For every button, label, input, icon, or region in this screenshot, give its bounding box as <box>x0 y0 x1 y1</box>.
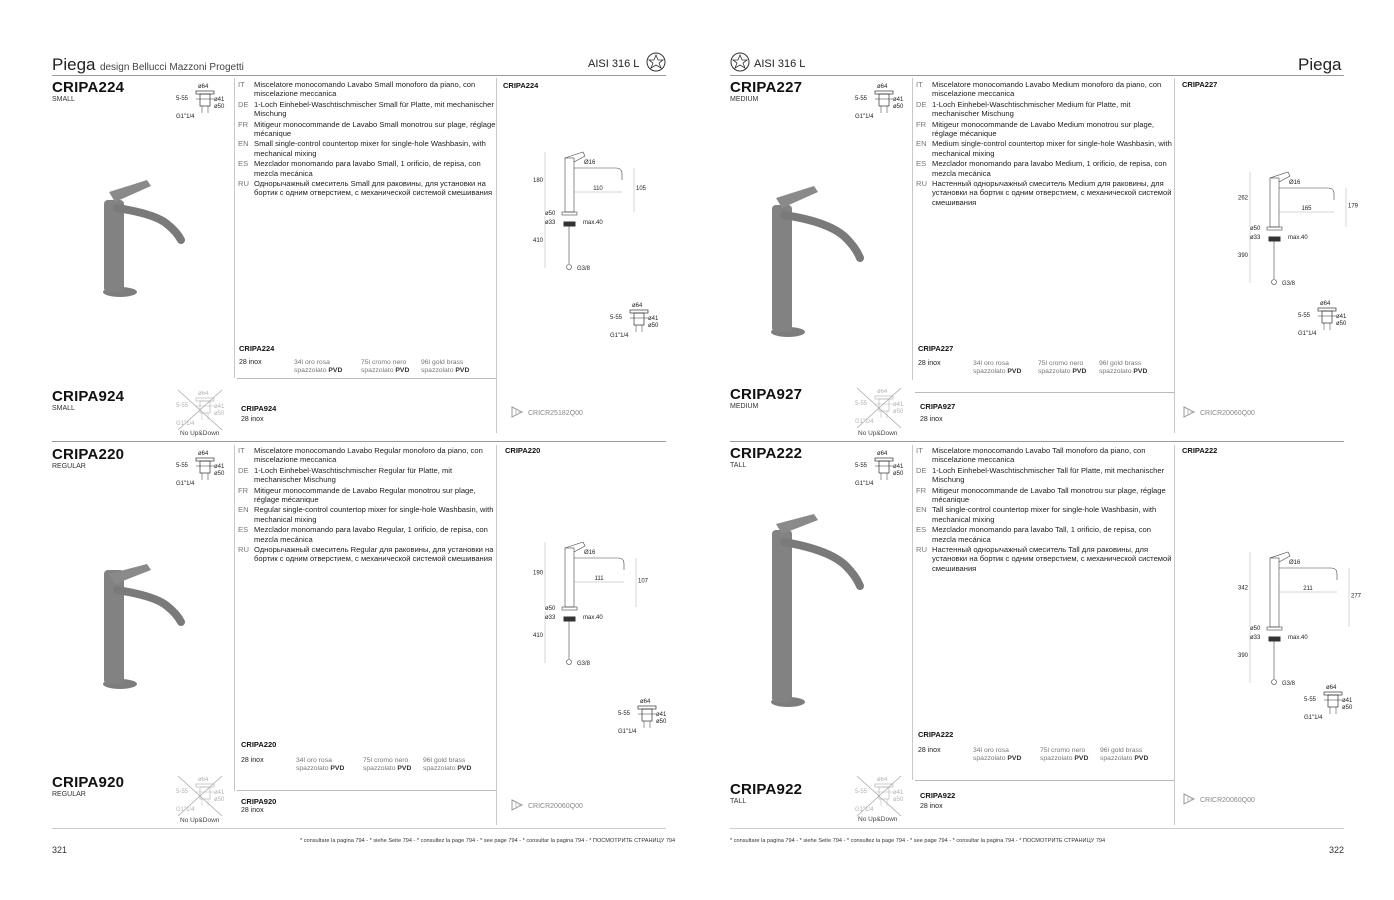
reference-code: CRICR20060Q00 <box>1200 797 1255 804</box>
product-block <box>52 446 124 470</box>
waste-top-dim: ø64 <box>198 391 209 397</box>
waste-range-dim: 5-55 <box>610 315 623 321</box>
description-list: IT Miscelatore monocomando Lavabo Medium monoforo da piano, con miscelazione meccanica DE 1-Loch Einhebel-Waschtischmischer Medium für Platte, mit mechanischer Mischung FR Mitigeur monocommande de Lavabo Medium monotrou sur plage, réglage mécanique EN Medium single-control countertop mixer for single-hole Washbasin, with mechanical mixing ES Mezclador monomando para lavabo Medium, 1 orificio, de repisa, con mezcla mecánica RU Настенный однорычажный смеситель Medium для раковины, для установки на бортик с одним отверстием, с механической системой смешивания <box>916 80 1172 207</box>
material-label-right: AISI 316 L <box>754 58 806 70</box>
waste-d1-dim: ø41 <box>1336 314 1347 320</box>
alt-product-block <box>730 781 802 805</box>
waste-range-dim: 5-55 <box>1304 697 1317 703</box>
finish-code: CRIPA924 <box>241 404 277 413</box>
waste-d2-dim: ø50 <box>893 797 904 803</box>
waste-range-dim: 5-55 <box>855 789 868 795</box>
product-code: CRIPA222 <box>730 445 803 462</box>
height-dim: 190 <box>532 570 543 577</box>
waste-d1-dim: ø41 <box>1342 698 1353 704</box>
thread-dim: G3/8 <box>577 266 591 272</box>
spray-icon <box>510 798 526 812</box>
waste-range-dim: 5-55 <box>855 401 868 407</box>
waste-range-dim: 5-55 <box>855 463 868 469</box>
drawing-code: CRIPA224 <box>503 81 539 90</box>
waste-top-dim: ø64 <box>1320 301 1331 307</box>
page-number: 322 <box>1329 845 1345 855</box>
base-diameter-dim: ø50 <box>545 211 556 217</box>
spout-height-dim: 179 <box>1348 203 1359 210</box>
description-list: IT Miscelatore monocomando Lavabo Tall monoforo da piano, con miscelazione meccanica DE 1-Loch Einhebel-Waschtischmischer Tall für Platte, mit mechanischer Mischung FR Mitigeur monocommande de Lavabo Tall monotrou sur plage, réglage mécanique EN Tall single-control countertop mixer for single-hole Washbasin, with mechanical mixing ES Mezclador monomando para lavabo Tall, 1 orificio, de repisa, con mezcla mecánica RU Настенный однорычажный смеситель Tall для раковины, для установки на бортик с одним отверстием, с механической системой смешивания <box>916 446 1172 573</box>
spray-icon <box>1182 405 1198 419</box>
waste-d1-dim: ø41 <box>656 712 667 718</box>
product-code: CRIPA922 <box>730 781 803 798</box>
waste-thread-dim: G1"1/4 <box>618 729 637 735</box>
brand-title-right: Piega <box>1298 55 1342 74</box>
waste-top-dim: ø64 <box>877 451 888 457</box>
material-label-left: AISI 316 L <box>588 58 640 70</box>
waste-d1-dim: ø41 <box>893 402 904 408</box>
faucet-photo <box>95 560 195 695</box>
no-updown-label: No Up&Down <box>180 430 220 437</box>
max-thickness-dim: max.40 <box>583 220 603 226</box>
waste-top-dim: ø64 <box>1326 685 1337 691</box>
waste-d1-dim: ø41 <box>893 464 904 470</box>
description-list: IT Miscelatore monocomando Lavabo Regular monoforo da piano, con miscelazione meccanica DE 1-Loch Einhebel-Waschtischmischer Regular für Platte, mit mechanischer Mischung FR Mitigeur monocommande de Lavabo Regular monotrou sur plage, réglage mécanique EN Regular single-control countertop mixer for single-hole Washbasin, with mechanical mixing ES Mezclador monomando para lavabo Regular, 1 orificio, de repisa, con mezcla mecánica RU Однорычажный смеситель Regular для раковины, для установки на бортик с одним отверстием, с механической системой смешивания <box>238 446 494 564</box>
star-logo-icon <box>730 52 750 72</box>
waste-d1-dim: ø41 <box>893 790 904 796</box>
reference-code: CRICR20060Q00 <box>1200 410 1255 417</box>
spout-diameter-dim: Ø16 <box>1289 560 1301 566</box>
finish-code: CRIPA927 <box>920 402 956 411</box>
pipe-length-dim: 410 <box>532 633 543 639</box>
product-block <box>52 79 124 103</box>
product-size: REGULAR <box>52 791 86 798</box>
waste-thread-dim: G1"1/4 <box>855 419 874 425</box>
height-dim: 342 <box>1237 585 1248 592</box>
alt-product-block <box>52 774 124 798</box>
product-block <box>730 445 802 469</box>
waste-thread-dim: G1"1/4 <box>855 481 874 487</box>
no-updown-label: No Up&Down <box>858 816 898 823</box>
waste-top-dim: ø64 <box>198 451 209 457</box>
product-size: SMALL <box>52 405 75 412</box>
waste-d2-dim: ø50 <box>648 323 659 329</box>
header-rule-left <box>52 75 666 76</box>
finish-code: CRIPA920 <box>241 797 277 806</box>
pipe-length-dim: 410 <box>532 238 543 244</box>
waste-d2-dim: ø50 <box>893 104 904 110</box>
hole-diameter-dim: ø33 <box>545 220 556 226</box>
finish-code: CRIPA922 <box>920 791 956 800</box>
page-number: 321 <box>52 845 68 855</box>
base-diameter-dim: ø50 <box>545 606 556 612</box>
waste-d1-dim: ø41 <box>648 316 659 322</box>
footer-note: * consultare la pagina 794 - * siehe Seite 794 - * consultez la page 794 - * see page 794 - * consultar la pagina 794 - * ПОСМОТРИТЕ СТРАНИЦУ 794 <box>730 838 1106 844</box>
finish-code: CRIPA227 <box>918 344 954 353</box>
reach-dim: 111 <box>594 576 604 582</box>
thread-dim: G3/8 <box>577 661 591 667</box>
waste-d1-dim: ø41 <box>214 464 225 470</box>
waste-top-dim: ø64 <box>877 777 888 783</box>
height-dim: 180 <box>532 178 543 184</box>
spout-diameter-dim: Ø16 <box>1289 180 1301 186</box>
waste-range-dim: 5-55 <box>176 789 189 795</box>
product-size: TALL <box>730 798 747 805</box>
product-block <box>730 79 802 103</box>
hole-diameter-dim: ø33 <box>545 615 556 621</box>
brand-title: Piega <box>52 55 96 74</box>
waste-d1-dim: ø41 <box>214 97 225 103</box>
waste-thread-dim: G1"1/4 <box>176 807 195 813</box>
drawing-code: CRIPA222 <box>1182 446 1218 455</box>
waste-d1-dim: ø41 <box>893 97 904 103</box>
waste-top-dim: ø64 <box>877 389 888 395</box>
waste-top-dim: ø64 <box>198 84 209 90</box>
pipe-length-dim: 390 <box>1237 653 1248 659</box>
reference-code: CRICR25182Q00 <box>528 410 583 417</box>
product-size: MEDIUM <box>730 403 759 410</box>
spout-diameter-dim: Ø16 <box>584 160 596 166</box>
spout-height-dim: 277 <box>1351 593 1362 600</box>
alt-product-block <box>730 386 802 410</box>
waste-top-dim: ø64 <box>877 84 888 90</box>
spout-height-dim: 107 <box>638 578 649 585</box>
base-diameter-dim: ø50 <box>1250 626 1261 632</box>
waste-thread-dim: G1"1/4 <box>176 114 195 120</box>
waste-thread-dim: G1"1/4 <box>176 481 195 487</box>
alt-product-block <box>52 388 124 412</box>
thread-dim: G3/8 <box>1282 281 1296 287</box>
waste-thread-dim: G1"1/4 <box>855 807 874 813</box>
drawing-code: CRIPA220 <box>505 446 541 455</box>
product-size: MEDIUM <box>730 96 759 103</box>
product-size: SMALL <box>52 96 75 103</box>
waste-range-dim: 5-55 <box>176 463 189 469</box>
footer-note: * consultare la pagina 794 - * siehe Seite 794 - * consultez la page 794 - * see page 794 - * consultar la pagina 794 - * ПОСМОТРИТЕ СТРАНИЦУ 794 <box>300 838 676 844</box>
faucet-photo <box>760 160 870 340</box>
product-code: CRIPA220 <box>52 446 125 463</box>
reach-dim: 110 <box>593 186 603 192</box>
hole-diameter-dim: ø33 <box>1250 635 1261 641</box>
waste-top-dim: ø64 <box>632 303 643 309</box>
finish-code: CRIPA224 <box>239 344 275 353</box>
waste-thread-dim: G1"1/4 <box>1298 331 1317 337</box>
height-dim: 262 <box>1237 195 1248 202</box>
star-logo-icon <box>646 52 666 72</box>
waste-d2-dim: ø50 <box>214 471 225 477</box>
waste-d2-dim: ø50 <box>893 409 904 415</box>
max-thickness-dim: max.40 <box>1288 235 1308 241</box>
header-rule-right <box>730 75 1344 76</box>
product-code: CRIPA227 <box>730 79 803 96</box>
waste-range-dim: 5-55 <box>1298 313 1311 319</box>
spray-icon <box>1182 792 1198 806</box>
waste-thread-dim: G1"1/4 <box>855 114 874 120</box>
product-size: REGULAR <box>52 463 86 470</box>
waste-d1-dim: ø41 <box>214 404 225 410</box>
product-code: CRIPA927 <box>730 386 803 403</box>
no-updown-label: No Up&Down <box>180 817 220 824</box>
thread-dim: G3/8 <box>1282 681 1296 687</box>
waste-d2-dim: ø50 <box>214 411 225 417</box>
spout-diameter-dim: Ø16 <box>584 550 596 556</box>
waste-thread-dim: G1"1/4 <box>610 333 629 339</box>
waste-thread-dim: G1"1/4 <box>1304 715 1323 721</box>
faucet-photo <box>95 170 195 305</box>
drawing-code: CRIPA227 <box>1182 80 1218 89</box>
waste-d2-dim: ø50 <box>214 797 225 803</box>
design-credit: design Bellucci Mazzoni Progetti <box>99 62 244 73</box>
left-header <box>52 55 244 75</box>
waste-d1-dim: ø41 <box>214 790 225 796</box>
product-size: TALL <box>730 462 747 469</box>
waste-thread-dim: G1"1/4 <box>176 421 195 427</box>
reference-code: CRICR20060Q00 <box>528 803 583 810</box>
waste-range-dim: 5-55 <box>618 711 631 717</box>
waste-range-dim: 5-55 <box>176 96 189 102</box>
product-code: CRIPA224 <box>52 79 125 96</box>
waste-d2-dim: ø50 <box>214 104 225 110</box>
no-updown-label: No Up&Down <box>858 430 898 437</box>
spout-height-dim: 105 <box>636 186 647 192</box>
reach-dim: 211 <box>1303 586 1313 592</box>
waste-d2-dim: ø50 <box>656 719 667 725</box>
pipe-length-dim: 390 <box>1237 253 1248 259</box>
max-thickness-dim: max.40 <box>583 615 603 621</box>
max-thickness-dim: max.40 <box>1288 635 1308 641</box>
waste-range-dim: 5-55 <box>176 403 189 409</box>
base-diameter-dim: ø50 <box>1250 226 1261 232</box>
finish-code: CRIPA220 <box>241 740 277 749</box>
product-code: CRIPA920 <box>52 774 125 791</box>
waste-d2-dim: ø50 <box>1336 321 1347 327</box>
product-code: CRIPA924 <box>52 388 125 405</box>
waste-range-dim: 5-55 <box>855 96 868 102</box>
waste-top-dim: ø64 <box>198 777 209 783</box>
waste-d2-dim: ø50 <box>1342 705 1353 711</box>
spray-icon <box>510 405 526 419</box>
faucet-photo <box>760 510 870 710</box>
reach-dim: 165 <box>1301 206 1312 212</box>
waste-d2-dim: ø50 <box>893 471 904 477</box>
description-list: IT Miscelatore monocomando Lavabo Small monoforo da piano, con miscelazione meccanica DE 1-Loch Einhebel-Waschtischmischer Small für Platte, mit mechanischer Mischung FR Mitigeur monocommande de Lavabo Small monotrou sur plage, réglage mécanique EN Small single-control countertop mixer for single-hole Washbasin, with mechanical mixing ES Mezclador monomando para lavabo Small, 1 orificio, de repisa, con mezcla mecánica RU Однорычажный смеситель Small для раковины, для установки на бортик с одним отверстием, с механической системой смешивания <box>238 80 496 198</box>
hole-diameter-dim: ø33 <box>1250 235 1261 241</box>
waste-top-dim: ø64 <box>640 699 651 705</box>
finish-code: CRIPA222 <box>918 730 954 739</box>
